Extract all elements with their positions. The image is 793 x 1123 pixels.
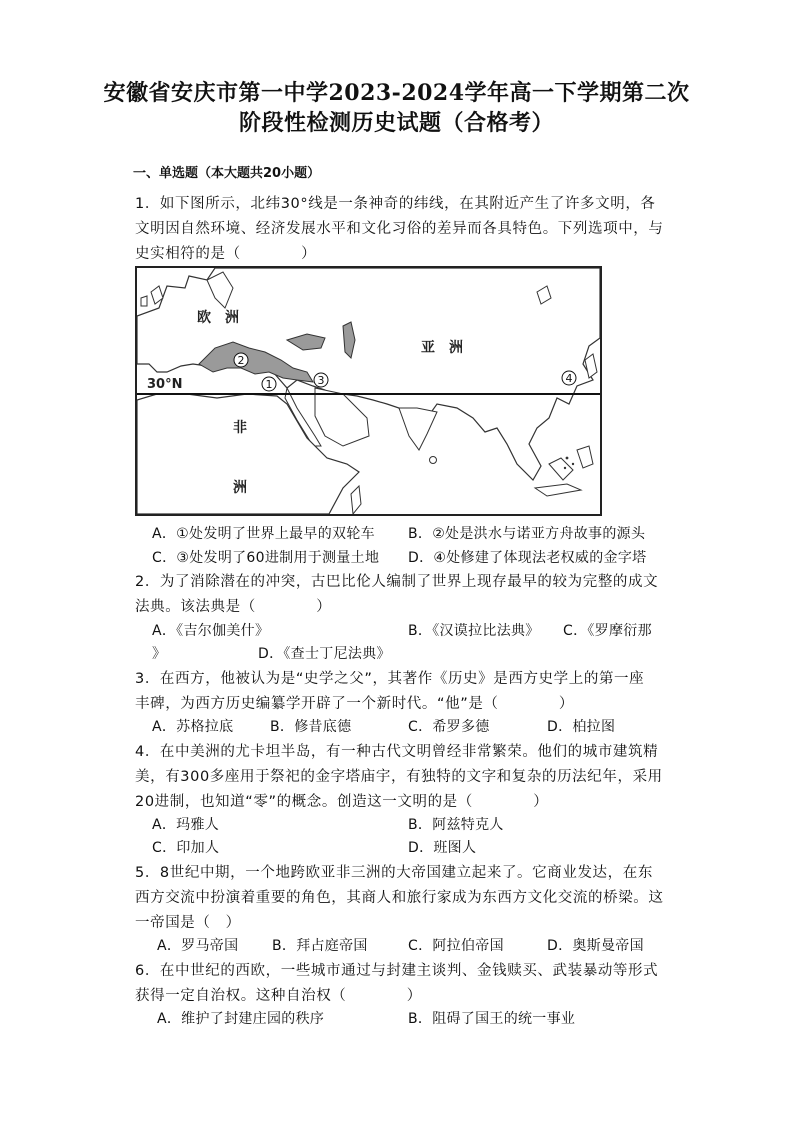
q1-stem-line-3: 史实相符的是（ ）: [135, 246, 317, 262]
q4-option-d: D．班图人: [408, 840, 477, 856]
q3-stem-line-2: 丰碑，为西方历史编纂学开辟了一个新时代。“他”是（ ）: [135, 696, 575, 712]
map-label-africa-1: 非: [233, 420, 247, 436]
q6-stem-line-2: 获得一定自治权。这种自治权（ ）: [135, 988, 422, 1004]
q3-option-c: C．希罗多德: [408, 719, 490, 735]
q1-option-b: B．②处是洪水与诺亚方舟故事的源头: [408, 526, 646, 542]
q5-option-a: A．罗马帝国: [157, 938, 239, 954]
q6-option-a: A．维护了封建庄园的秩序: [157, 1011, 325, 1027]
q1-option-a: A．①处发明了世界上最早的双轮车: [152, 526, 375, 542]
q5-option-d: D．奥斯曼帝国: [547, 938, 644, 954]
q5-stem-line-1: 5．8世纪中期，一个地跨欧亚非三洲的大帝国建立起来了。它商业发达，在东: [135, 865, 653, 881]
marker-1-number: 1: [265, 378, 273, 391]
q1-option-c: C．③处发明了60进制用于测量土地: [152, 550, 380, 566]
q5-stem-line-3: 一帝国是（ ）: [135, 915, 241, 931]
q6-option-b: B．阻碍了国王的统一事业: [408, 1011, 576, 1027]
marker-4: [562, 371, 576, 385]
q4-stem-line-1: 4．在中美洲的尤卡坦半岛，有一种古代文明曾经非常繁荣。他们的城市建筑精: [135, 744, 659, 760]
map-label-africa-2: 洲: [233, 480, 247, 496]
q4-option-c: C．印加人: [152, 840, 220, 856]
q4-option-b: B．阿兹特克人: [408, 817, 504, 833]
q2-option-c-cont: 》: [152, 646, 167, 662]
q5-stem-line-2: 西方交流中扮演着重要的角色，其商人和旅行家成为东西方文化交流的桥梁。这: [135, 890, 664, 906]
q1-stem-line-1: 1．如下图所示，北纬30°线是一条神奇的纬线，在其附近产生了许多文明，各: [135, 196, 656, 212]
map-label-asia: 亚 洲: [421, 340, 463, 356]
exam-title-line-1: 安徽省安庆市第一中学2023-2024学年高一下学期第二次: [103, 80, 690, 106]
q2-stem-line-1: 2．为了消除潜在的冲突，古巴比伦人编制了世界上现存最早的较为完整的成文: [135, 574, 659, 590]
q3-option-a: A．苏格拉底: [152, 719, 234, 735]
q2-option-d: D．《查士丁尼法典》: [258, 646, 391, 662]
q2-stem-line-2: 法典。该法典是（ ）: [135, 599, 332, 615]
marker-2-number: 2: [237, 354, 245, 367]
marker-3: [314, 373, 328, 387]
q1-option-d: D．④处修建了体现法老权威的金字塔: [408, 550, 647, 566]
q1-stem-line-2: 文明因自然环境、经济发展水平和文化习俗的差异而各具特色。下列选项中，与: [135, 221, 664, 237]
q3-option-d: D．柏拉图: [547, 719, 616, 735]
marker-4-number: 4: [565, 372, 573, 385]
latitude-label: 30°N: [147, 377, 183, 392]
map-label-europe: 欧 洲: [197, 310, 239, 326]
q2-option-c: C．《罗摩衍那: [563, 623, 652, 639]
world-map-30n: [135, 266, 602, 516]
marker-1: [262, 377, 276, 391]
q3-stem-line-1: 3．在西方，他被认为是“史学之父”，其著作《历史》是西方史学上的第一座: [135, 671, 645, 687]
marker-3-number: 3: [317, 374, 325, 387]
q4-stem-line-2: 美，有300多座用于祭祀的金字塔庙宇，有独特的文字和复杂的历法纪年，采用: [135, 769, 663, 785]
q2-option-a: A．《吉尔伽美什》: [152, 623, 270, 639]
exam-title-line-2: 阶段性检测历史试题（合格考）: [238, 110, 554, 136]
q5-option-c: C．阿拉伯帝国: [408, 938, 504, 954]
q3-option-b: B．修昔底德: [270, 719, 352, 735]
q4-option-a: A．玛雅人: [152, 817, 220, 833]
map-graphic: [137, 268, 600, 514]
q4-stem-line-3: 20进制，也知道“零”的概念。创造这一文明的是（ ）: [135, 794, 549, 810]
q2-option-b: B．《汉谟拉比法典》: [408, 623, 540, 639]
section-heading: 一、单选题（本大题共20小题）: [133, 166, 321, 181]
marker-2: [234, 353, 248, 367]
q5-option-b: B．拜占庭帝国: [272, 938, 368, 954]
q6-stem-line-1: 6．在中世纪的西欧，一些城市通过与封建主谈判、金钱赎买、武装暴动等形式: [135, 963, 659, 979]
